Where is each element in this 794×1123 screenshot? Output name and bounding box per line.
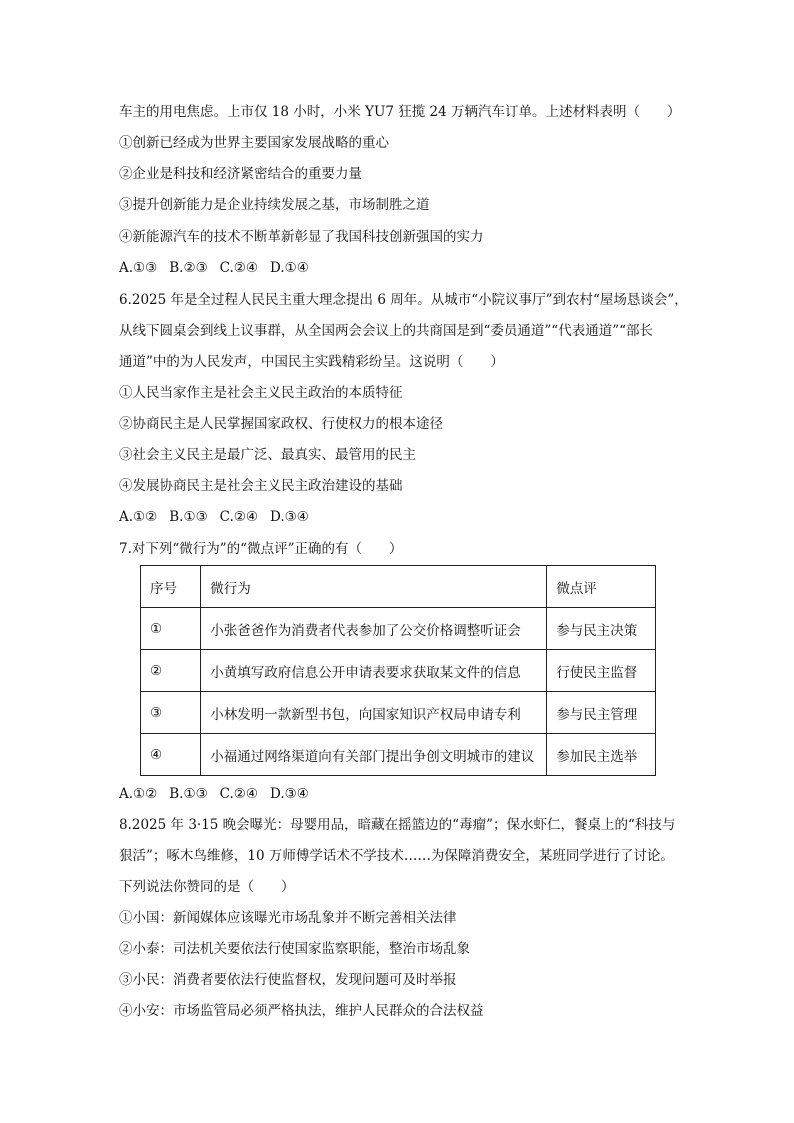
q6-stem-line-1: 6.2025 年是全过程人民民主重大理念提出 6 周年。从城市“小院议事厅”到农村“屋场恳谈会”， (119, 292, 688, 308)
table-row (141, 608, 656, 650)
q7-stem: 7.对下列“微行为”的“微点评”正确的有（ ） (119, 541, 403, 557)
table-row (141, 692, 656, 734)
row-behavior: 小福通过网络渠道向有关部门提出争创文明城市的建议 (201, 734, 547, 776)
q7-option-b: B.①③ (169, 786, 208, 802)
q8-item-2: ②小泰：司法机关要依法行使国家监察职能，整治市场乱象 (119, 941, 470, 957)
table-row (141, 734, 656, 776)
row-comment: 参与民主管理 (547, 692, 656, 734)
header-comment: 微点评 (547, 566, 656, 608)
row-behavior: 小林发明一款新型书包，向国家知识产权局申请专利 (201, 692, 547, 734)
row-comment: 参与民主决策 (547, 608, 656, 650)
q5-option-b: B.②③ (169, 260, 208, 276)
table-header-row (141, 566, 656, 608)
q5-option-c: C.②④ (219, 260, 259, 276)
row-behavior: 小黄填写政府信息公开申请表要求获取某文件的信息 (201, 650, 547, 692)
q6-stem-line-2: 从线下圆桌会到线上议事群，从全国两会会议上的共商国是到“委员通道”“代表通道”“部长 (119, 323, 654, 339)
q5-options (119, 259, 321, 277)
row-index: ③ (141, 692, 201, 734)
row-comment: 参加民主选举 (547, 734, 656, 776)
q7-option-c: C.②④ (219, 786, 259, 802)
q8-item-1: ①小国：新闻媒体应该曝光市场乱象并不断完善相关法律 (119, 910, 457, 926)
q6-item-2: ②协商民主是人民掌握国家政权、行使权力的根本途径 (119, 416, 443, 432)
q5-option-d: D.①④ (270, 260, 309, 276)
q6-option-d: D.③④ (270, 509, 309, 525)
q6-item-1: ①人民当家作主是社会主义民主政治的本质特征 (119, 385, 403, 401)
q7-table (140, 565, 656, 776)
q6-option-c: C.②④ (219, 509, 259, 525)
header-behavior: 微行为 (201, 566, 547, 608)
header-index: 序号 (141, 566, 201, 608)
q5-item-2: ②企业是科技和经济紧密结合的重要力量 (119, 166, 362, 182)
q5-continuation: 车主的用电焦虑。上市仅 18 小时，小米 YU7 狂揽 24 万辆汽车订单。上述材料表明（ ） (119, 104, 681, 120)
q6-option-a: A.①② (119, 509, 158, 525)
q6-stem-line-3: 通道”中的为人民发声，中国民主实践精彩纷呈。这说明（ ） (119, 354, 504, 370)
q6-options (119, 508, 321, 526)
table-row (141, 650, 656, 692)
q6-option-b: B.①③ (169, 509, 208, 525)
q8-item-4: ④小安：市场监管局必须严格执法，维护人民群众的合法权益 (119, 1003, 484, 1019)
row-index: ④ (141, 734, 201, 776)
q5-item-1: ①创新已经成为世界主要国家发展战略的重心 (119, 135, 389, 151)
row-behavior: 小张爸爸作为消费者代表参加了公交价格调整听证会 (201, 608, 547, 650)
q7-option-d: D.③④ (270, 786, 309, 802)
q8-stem-line-3: 下列说法你赞同的是（ ） (119, 879, 295, 895)
q5-item-4: ④新能源汽车的技术不断革新彰显了我国科技创新强国的实力 (119, 229, 484, 245)
row-comment: 行使民主监督 (547, 650, 656, 692)
q8-stem-line-2: 狠活”；啄木鸟维修，10 万师傅学话术不学技术……为保障消费安全，某班同学进行了讨论。 (119, 848, 674, 864)
q5-item-3: ③提升创新能力是企业持续发展之基，市场制胜之道 (119, 197, 430, 213)
row-index: ② (141, 650, 201, 692)
q6-item-4: ④发展协商民主是社会主义民主政治建设的基础 (119, 478, 403, 494)
q7-options (119, 785, 321, 803)
q5-option-a: A.①③ (119, 260, 158, 276)
q8-item-3: ③小民：消费者要依法行使监督权，发现问题可及时举报 (119, 972, 457, 988)
q7-option-a: A.①② (119, 786, 158, 802)
q6-item-3: ③社会主义民主是最广泛、最真实、最管用的民主 (119, 447, 416, 463)
row-index: ① (141, 608, 201, 650)
q8-stem-line-1: 8.2025 年 3·15 晚会曝光：母婴用品，暗藏在摇篮边的“毒瘤”；保水虾仁，餐桌上的“科技与 (119, 817, 676, 833)
